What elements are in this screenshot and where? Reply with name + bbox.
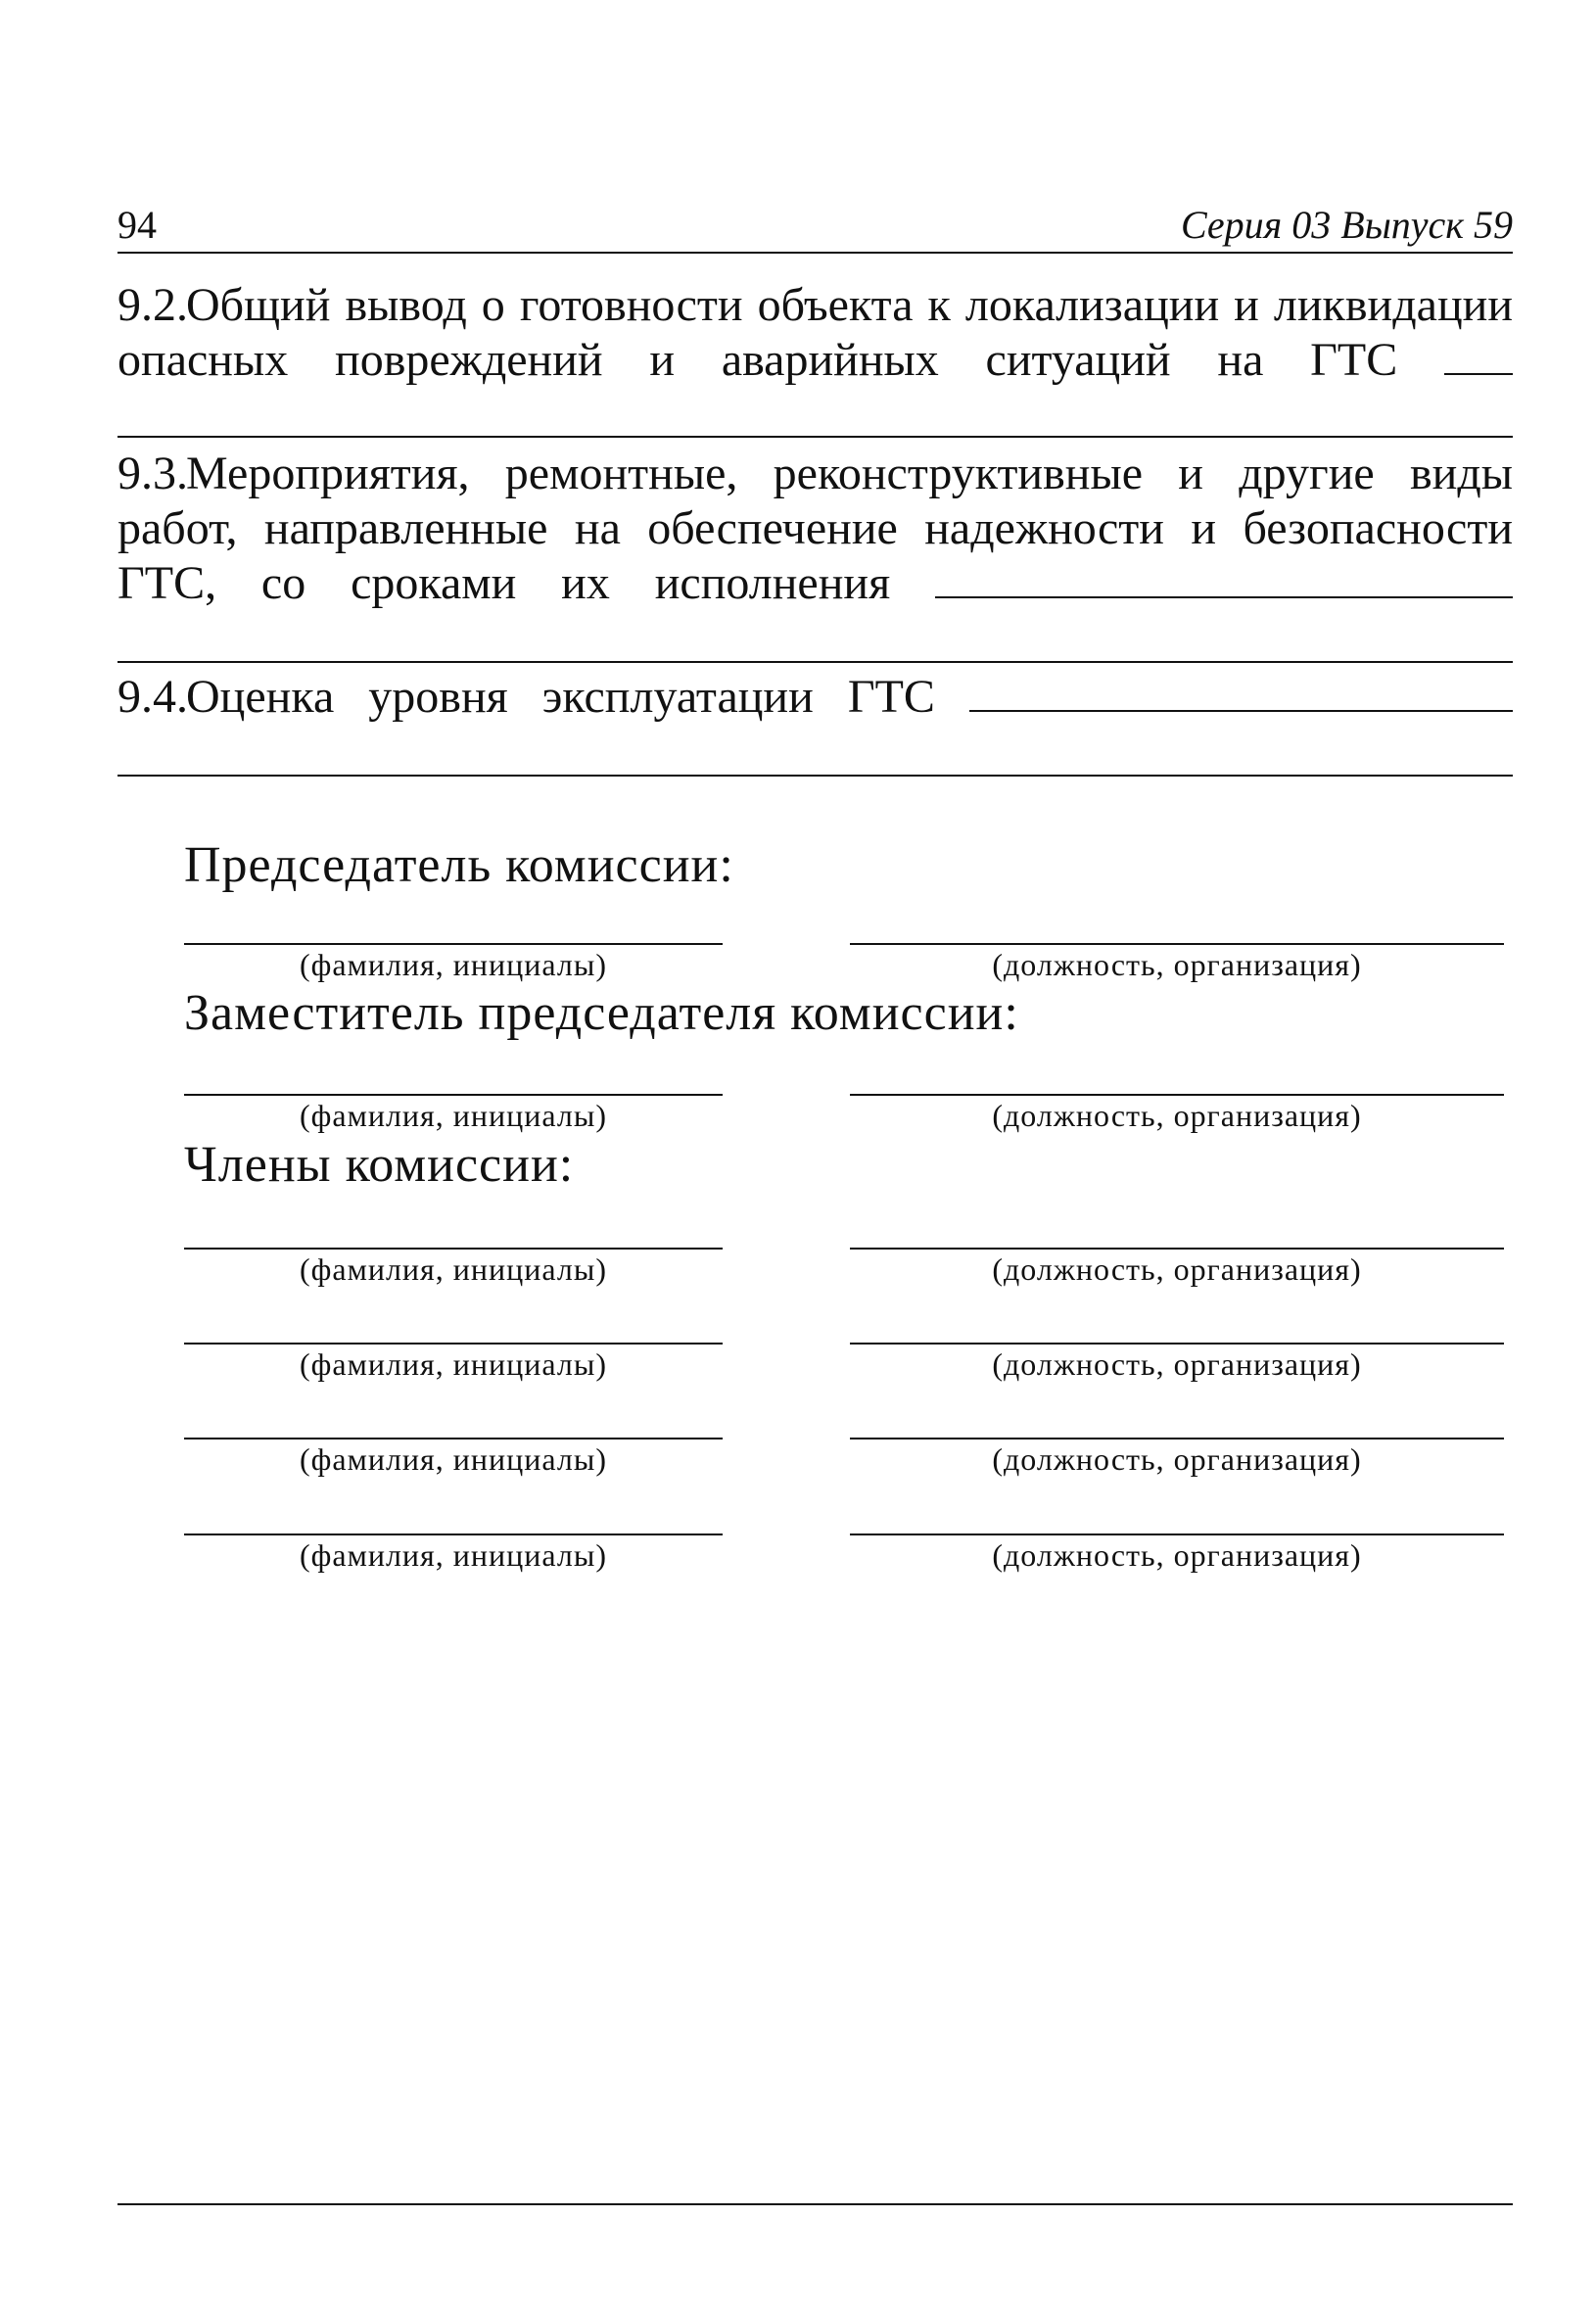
answer-line[interactable] xyxy=(117,775,1513,777)
section-number: 9.3. xyxy=(117,448,188,499)
name-caption: (фамилия, инициалы) xyxy=(299,1441,607,1477)
chairman-label: Председатель комиссии: xyxy=(184,837,734,893)
answer-blank[interactable] xyxy=(969,671,1513,712)
chairman-position-line[interactable] xyxy=(850,943,1504,945)
page-number: 94 xyxy=(117,203,157,247)
name-caption: (фамилия, инициалы) xyxy=(299,1251,607,1287)
series-title: Серия 03 Выпуск 59 xyxy=(1180,203,1513,247)
position-caption: (должность, организация) xyxy=(992,1098,1362,1133)
member-name-line[interactable] xyxy=(184,1248,723,1250)
member-position-line[interactable] xyxy=(850,1533,1504,1535)
section-text: Общий вывод о готовности объекта к локализации и ликвидации опасных повреждений и аварийных ситуаций на ГТС xyxy=(117,279,1513,386)
member-position-line[interactable] xyxy=(850,1438,1504,1439)
name-caption: (фамилия, инициалы) xyxy=(299,1346,607,1382)
section-number: 9.2. xyxy=(117,279,188,331)
name-caption: (фамилия, инициалы) xyxy=(299,947,607,982)
name-caption: (фамилия, инициалы) xyxy=(299,1537,607,1573)
position-caption: (должность, организация) xyxy=(992,1251,1362,1287)
position-caption: (должность, организация) xyxy=(992,947,1362,982)
members-label: Члены комиссии: xyxy=(184,1137,575,1193)
answer-blank[interactable] xyxy=(1444,334,1513,375)
section-9-4 xyxy=(117,670,1513,725)
section-9-3 xyxy=(117,447,1513,611)
member-name-line[interactable] xyxy=(184,1438,723,1439)
section-text: Оценка уровня эксплуатации ГТС xyxy=(186,671,935,723)
answer-line[interactable] xyxy=(117,661,1513,663)
footer-rule xyxy=(117,2203,1513,2205)
member-name-line[interactable] xyxy=(184,1343,723,1345)
section-text: Мероприятия, ремонтные, реконструктивные и другие виды работ, направленные на обеспечение надежности и безопасности ГТС, со сроками их исполнения xyxy=(117,448,1513,609)
deputy-position-line[interactable] xyxy=(850,1094,1504,1096)
position-caption: (должность, организация) xyxy=(992,1537,1362,1573)
answer-blank[interactable] xyxy=(935,557,1513,598)
member-name-line[interactable] xyxy=(184,1533,723,1535)
section-number: 9.4. xyxy=(117,671,188,723)
deputy-chairman-label: Заместитель председателя комиссии: xyxy=(184,985,1019,1041)
chairman-name-line[interactable] xyxy=(184,943,723,945)
deputy-name-line[interactable] xyxy=(184,1094,723,1096)
member-position-line[interactable] xyxy=(850,1248,1504,1250)
name-caption: (фамилия, инициалы) xyxy=(299,1098,607,1133)
answer-line[interactable] xyxy=(117,436,1513,438)
header-rule xyxy=(117,252,1513,254)
position-caption: (должность, организация) xyxy=(992,1441,1362,1477)
position-caption: (должность, организация) xyxy=(992,1346,1362,1382)
member-position-line[interactable] xyxy=(850,1343,1504,1345)
section-9-2 xyxy=(117,278,1513,388)
